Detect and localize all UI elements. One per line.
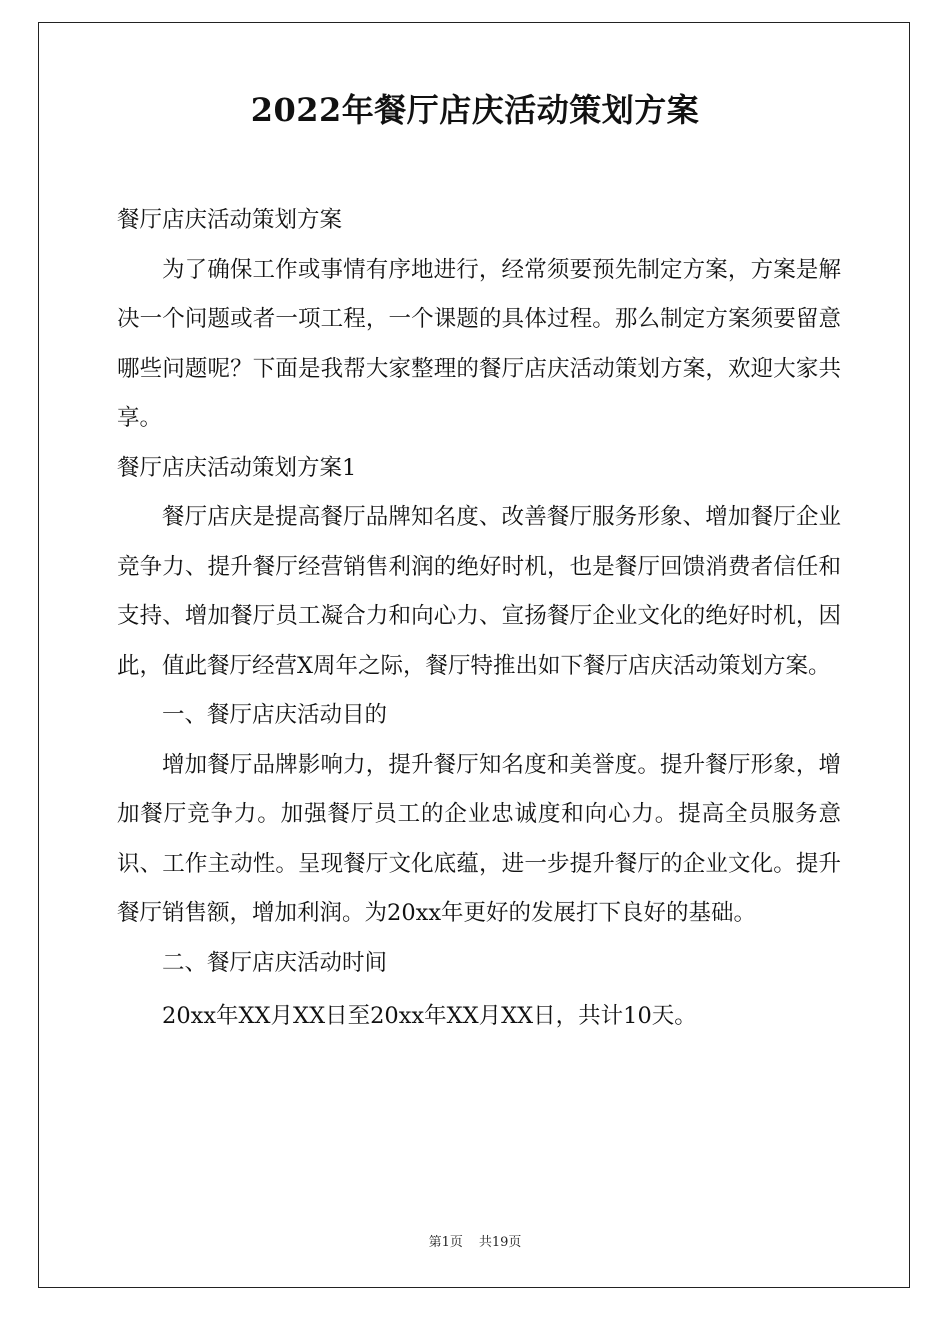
- intro-paragraph: 为了确保工作或事情有序地进行，经常须要预先制定方案，方案是解决一个问题或者一项工程，一个课题的具体过程。那么制定方案须要留意哪些问题呢？下面是我帮大家整理的餐厅店庆活动策划方案，欢迎大家共享。: [117, 256, 841, 431]
- purpose-paragraph: 增加餐厅品牌影响力，提升餐厅知名度和美誉度。提升餐厅形象，增加餐厅竞争力。加强餐厅员工的企业忠诚度和向心力。提高全员服务意识、工作主动性。呈现餐厅文化底蕴，进一步提升餐厅的企业文化。提升餐厅销售额，增加利润。为20xx年更好的发展打下良好的基础。: [117, 751, 841, 926]
- page-footer: [0, 1234, 950, 1252]
- section-paragraph: 餐厅店庆是提高餐厅品牌知名度、改善餐厅服务形象、增加餐厅企业竞争力、提升餐厅经营销售利润的绝好时机，也是餐厅回馈消费者信任和支持、增加餐厅员工凝合力和向心力、宣扬餐厅企业文化的绝好时机，因此，值此餐厅经营X周年之际，餐厅特推出如下餐厅店庆活动策划方案。: [117, 504, 841, 679]
- document-title: 2022年餐厅店庆活动策划方案: [250, 91, 700, 129]
- document-body: [117, 196, 841, 1042]
- document-subtitle: 餐厅店庆活动策划方案: [117, 207, 343, 233]
- heading-time: 二、餐厅店庆活动时间: [162, 949, 388, 976]
- page-number-total: 共19页: [478, 1235, 522, 1250]
- time-paragraph: 20xx年XX月XX日至20xx年XX月XX日，共计10天。: [162, 1003, 697, 1029]
- page-number-current: 第1页: [428, 1235, 463, 1250]
- section-title: 餐厅店庆活动策划方案1: [117, 454, 357, 481]
- heading-purpose: 一、餐厅店庆活动目的: [162, 702, 388, 728]
